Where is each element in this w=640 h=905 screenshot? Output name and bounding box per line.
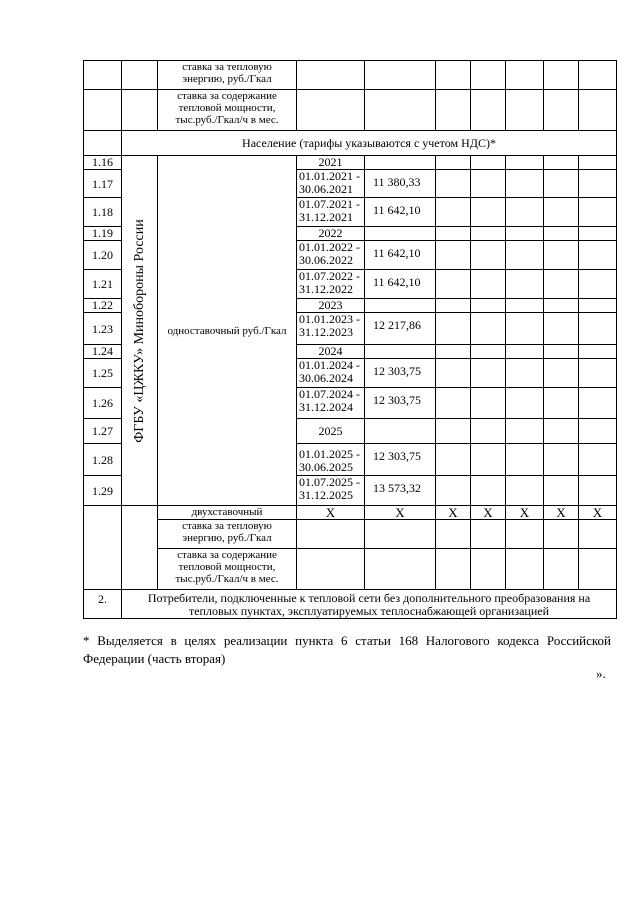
row-index: 1.22	[84, 299, 122, 313]
section-header-row	[84, 131, 617, 156]
x-mark: X	[471, 506, 506, 520]
period: 01.01.2023 - 31.12.2023	[297, 313, 365, 345]
rate-label: ставка за содержание тепловой мощности, тыс.руб./Гкал/ч в мес.	[158, 90, 297, 131]
period: 01.07.2024 - 31.12.2024	[297, 388, 365, 419]
table-row	[84, 156, 617, 170]
two-part-row	[84, 506, 617, 520]
period: 01.07.2025 - 31.12.2025	[297, 476, 365, 506]
rate-label: ставка за тепловую энергию, руб./Гкал	[158, 520, 297, 549]
period: 01.01.2022 - 30.06.2022	[297, 241, 365, 270]
tariff-value: 12 217,86	[365, 313, 436, 345]
section-2-index: 2.	[84, 590, 122, 619]
row-index: 1.17	[84, 170, 122, 198]
organization-cell	[122, 156, 158, 506]
row-index: 1.24	[84, 345, 122, 359]
row-index: 1.25	[84, 359, 122, 388]
period: 01.07.2021 - 31.12.2021	[297, 198, 365, 227]
period: 2021	[297, 156, 365, 170]
period: 2025	[297, 419, 365, 444]
x-mark: X	[544, 506, 579, 520]
table-row	[84, 90, 617, 131]
period: 2024	[297, 345, 365, 359]
section-population-title: Население (тарифы указываются с учетом НДС)*	[122, 131, 617, 156]
section-2-title: Потребители, подключенные к тепловой сети без дополнительного преобразования на тепловых пунктах, эксплуатируемых теплоснабжающей организацией	[122, 590, 617, 619]
period: 2023	[297, 299, 365, 313]
row-index: 1.19	[84, 227, 122, 241]
table-row	[84, 520, 617, 549]
tariff-value: 13 573,32	[365, 476, 436, 506]
tariff-value: 12 303,75	[365, 444, 436, 476]
tariff-value: 12 303,75	[365, 359, 436, 388]
x-mark: X	[297, 506, 365, 520]
tariff-value: 11 642,10	[365, 198, 436, 227]
table-row	[84, 61, 617, 90]
row-index: 1.23	[84, 313, 122, 345]
x-mark: X	[365, 506, 436, 520]
row-index: 1.28	[84, 444, 122, 476]
section-2-row	[84, 590, 617, 619]
row-index: 1.21	[84, 270, 122, 299]
footnote: * Выделяется в целях реализации пункта 6 статьи 168 Налогового кодекса Российской Федерации (часть вторая)	[83, 633, 611, 666]
empty-cell	[84, 506, 122, 590]
x-mark: X	[506, 506, 544, 520]
tariff-type-single: одноставочный руб./Гкал	[158, 156, 297, 506]
closing-quote: ».	[596, 666, 606, 681]
period: 01.01.2024 - 30.06.2024	[297, 359, 365, 388]
row-index: 1.27	[84, 419, 122, 444]
empty-cell	[84, 61, 122, 90]
tariff-type-two-part: двухставочный	[158, 506, 297, 520]
empty-cell	[122, 61, 158, 90]
x-mark: X	[579, 506, 617, 520]
tariff-value: 11 642,10	[365, 270, 436, 299]
organization-name: ФГБУ «ЦЖКУ» Минобороны России	[131, 218, 147, 443]
empty-cell	[122, 506, 158, 590]
table-row	[84, 549, 617, 590]
period: 01.01.2021 - 30.06.2021	[297, 170, 365, 198]
row-index: 1.18	[84, 198, 122, 227]
rate-label: ставка за тепловую энергию, руб./Гкал	[158, 61, 297, 90]
rate-label: ставка за содержание тепловой мощности, тыс.руб./Гкал/ч в мес.	[158, 549, 297, 590]
tariff-value: 12 303,75	[365, 388, 436, 419]
period: 2022	[297, 227, 365, 241]
row-index: 1.29	[84, 476, 122, 506]
tariff-value: 11 642,10	[365, 241, 436, 270]
tariff-value: 11 380,33	[365, 170, 436, 198]
row-index: 1.26	[84, 388, 122, 419]
x-mark: X	[436, 506, 471, 520]
row-index: 1.16	[84, 156, 122, 170]
period: 01.07.2022 - 31.12.2022	[297, 270, 365, 299]
period: 01.01.2025 - 30.06.2025	[297, 444, 365, 476]
row-index: 1.20	[84, 241, 122, 270]
tariff-table	[83, 60, 617, 619]
